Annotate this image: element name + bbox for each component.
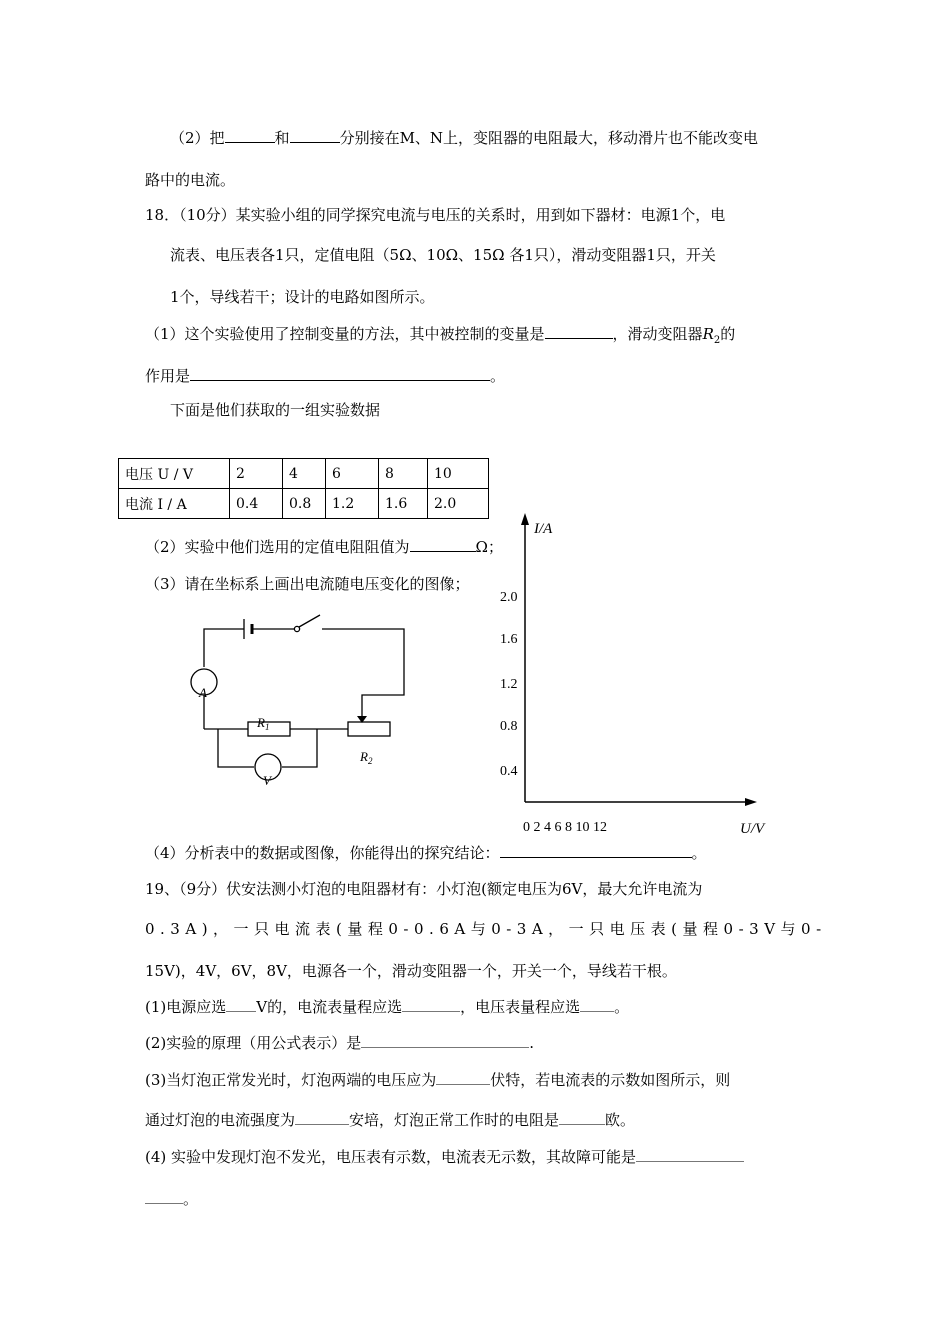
- q17-part2-text-c: 分别接在M、N上，变阻器的电阻最大，移动滑片也不能改变电: [339, 129, 759, 147]
- table-cell: 6: [326, 459, 379, 489]
- q19-blank-power[interactable]: [226, 997, 256, 1012]
- q18-blank-rheostat-role[interactable]: [190, 366, 490, 381]
- q19-blank-voltage[interactable]: [436, 1070, 490, 1085]
- q19-part3-text-e: 欧。: [605, 1111, 636, 1129]
- q19-blank-fault-cont[interactable]: [145, 1189, 183, 1204]
- q18-part1-line: [145, 324, 735, 351]
- rheostat-r2: [348, 722, 390, 736]
- r2-subscript: 2: [713, 335, 721, 346]
- table-cell: 8: [379, 459, 428, 489]
- table-row-voltage: [119, 459, 489, 489]
- q19-blank-resistance[interactable]: [559, 1110, 605, 1125]
- r2-symbol: R: [702, 325, 714, 343]
- q18-part2-unit: Ω；: [475, 538, 503, 556]
- circuit-diagram: [180, 605, 420, 800]
- q19-intro-2: 0.3A)，一只电流表(量程0-0.6A与0-3A，一只电压表(量程0-3V与0-: [145, 920, 827, 938]
- q19-part1-text-c: ，电压表量程应选: [460, 998, 581, 1016]
- q17-blank-2[interactable]: [290, 128, 340, 143]
- q17-part2-text-b: 和: [274, 129, 290, 147]
- q19-part1-line: [145, 997, 629, 1017]
- q18-blank-conclusion[interactable]: [500, 843, 692, 858]
- table-cell: 0.4: [230, 489, 283, 519]
- wire: [322, 629, 404, 718]
- table-cell: 1.6: [379, 489, 428, 519]
- q19-part2-end: .: [529, 1034, 535, 1052]
- q19-part1-text-b: V的，电流表量程应选: [256, 998, 403, 1016]
- q19-blank-fault[interactable]: [636, 1147, 744, 1162]
- q17-part2-line: [170, 128, 758, 148]
- q18-part1-text-a: （1）这个实验使用了控制变量的方法，其中被控制的变量是: [145, 325, 545, 343]
- switch-lever: [299, 615, 320, 627]
- voltmeter-label: V: [263, 773, 271, 788]
- data-table: [118, 458, 489, 519]
- ammeter-label: A: [199, 685, 207, 700]
- y-axis-label: I/A: [534, 521, 553, 537]
- x-tick-labels: 0 2 4 6 8 10 12: [523, 820, 607, 835]
- q18-intro-3: 1个，导线若干；设计的电路如图所示。: [170, 288, 435, 306]
- wire: [282, 729, 317, 767]
- q19-part4-line: [145, 1147, 744, 1167]
- q19-part3-text-d: 安培，灯泡正常工作时的电阻是: [349, 1111, 560, 1129]
- q19-intro-3: 15V)，4V，6V，8V，电源各一个，滑动变阻器一个，开关一个，导线若干根。: [145, 962, 677, 980]
- q19-part1-text-a: (1)电源应选: [145, 998, 227, 1016]
- q18-blank-resistance[interactable]: [410, 537, 476, 552]
- q18-part1-text-c: 的: [720, 325, 736, 343]
- q19-part4-end: 。: [183, 1190, 199, 1208]
- q19-part3-text-b: 伏特，若电流表的示数如图所示，则: [490, 1071, 731, 1089]
- table-cell: 10: [428, 459, 489, 489]
- q18-intro-2: 流表、电压表各1只，定值电阻（5Ω、10Ω、15Ω 各1只），滑动变阻器1只，开关: [170, 246, 716, 264]
- q18-part4-text: （4）分析表中的数据或图像，你能得出的探究结论：: [145, 844, 500, 862]
- table-cell-label: 电压 U / V: [119, 459, 230, 489]
- table-row-current: [119, 489, 489, 519]
- q18-part3-line: （3）请在坐标系上画出电流随电压变化的图像；: [145, 575, 470, 593]
- switch-contact: [294, 626, 299, 631]
- q19-part3-text-a: (3)当灯泡正常发光时，灯泡两端的电压应为: [145, 1071, 437, 1089]
- y-tick-label: 0.8: [500, 719, 518, 734]
- q18-part4-end: 。: [691, 844, 707, 862]
- q17-part2-text-a: （2）把: [170, 129, 225, 147]
- q18-blank-controlled-variable[interactable]: [545, 324, 613, 339]
- x-axis-label: U/V: [740, 821, 765, 835]
- q17-part2-cont: 路中的电流。: [145, 171, 236, 189]
- table-cell: 4: [283, 459, 326, 489]
- table-cell-label: 电流 I / A: [119, 489, 230, 519]
- q18-part1-cont-text: 作用是: [145, 367, 191, 385]
- q17-blank-1[interactable]: [225, 128, 275, 143]
- y-tick-label: 1.6: [500, 632, 518, 647]
- q19-intro-1: 19、（9分）伏安法测小灯泡的电阻器材有：小灯泡(额定电压为6V，最大允许电流为: [145, 880, 703, 898]
- y-tick-label: 2.0: [500, 590, 518, 605]
- table-cell: 0.8: [283, 489, 326, 519]
- y-tick-label: 0.4: [500, 764, 518, 779]
- y-tick-label: 1.2: [500, 677, 518, 692]
- q18-data-intro: 下面是他们获取的一组实验数据: [170, 401, 381, 419]
- wire: [204, 629, 244, 667]
- q19-part3-cont: [145, 1110, 635, 1130]
- q18-part1-text-b: ，滑动变阻器: [612, 325, 703, 343]
- r1-label: $R_1$: [257, 715, 270, 732]
- q18-part1-end: 。: [490, 367, 506, 385]
- y-axis-arrow: [521, 513, 529, 525]
- q18-part1-cont: [145, 366, 505, 386]
- q19-part4-text: (4) 实验中发现灯泡不发光，电压表有示数，电流表无示数，其故障可能是: [145, 1148, 637, 1166]
- q19-blank-ammeter-range[interactable]: [402, 997, 460, 1012]
- q18-part2-line: [145, 537, 503, 557]
- q19-part2-line: [145, 1033, 534, 1053]
- r2-label: $R_2$: [360, 749, 373, 766]
- coordinate-graph: [490, 505, 780, 835]
- q19-part2-text: (2)实验的原理（用公式表示）是: [145, 1034, 362, 1052]
- q19-blank-voltmeter-range[interactable]: [580, 997, 614, 1012]
- x-axis-arrow: [745, 798, 757, 806]
- q19-blank-current[interactable]: [295, 1110, 349, 1125]
- table-cell: 2.0: [428, 489, 489, 519]
- q19-part3-text-c: 通过灯泡的电流强度为: [145, 1111, 296, 1129]
- q19-part1-text-d: 。: [614, 998, 630, 1016]
- q19-blank-formula[interactable]: [361, 1033, 529, 1048]
- q19-part3-line: [145, 1070, 730, 1090]
- q18-part2-text: （2）实验中他们选用的定值电阻阻值为: [145, 538, 410, 556]
- q18-part4-line: [145, 843, 707, 863]
- q18-intro-1: 18．（10分）某实验小组的同学探究电流与电压的关系时，用到如下器材：电源1个，电: [145, 206, 726, 224]
- table-cell: 2: [230, 459, 283, 489]
- table-cell: 1.2: [326, 489, 379, 519]
- q19-part4-cont: [145, 1189, 198, 1209]
